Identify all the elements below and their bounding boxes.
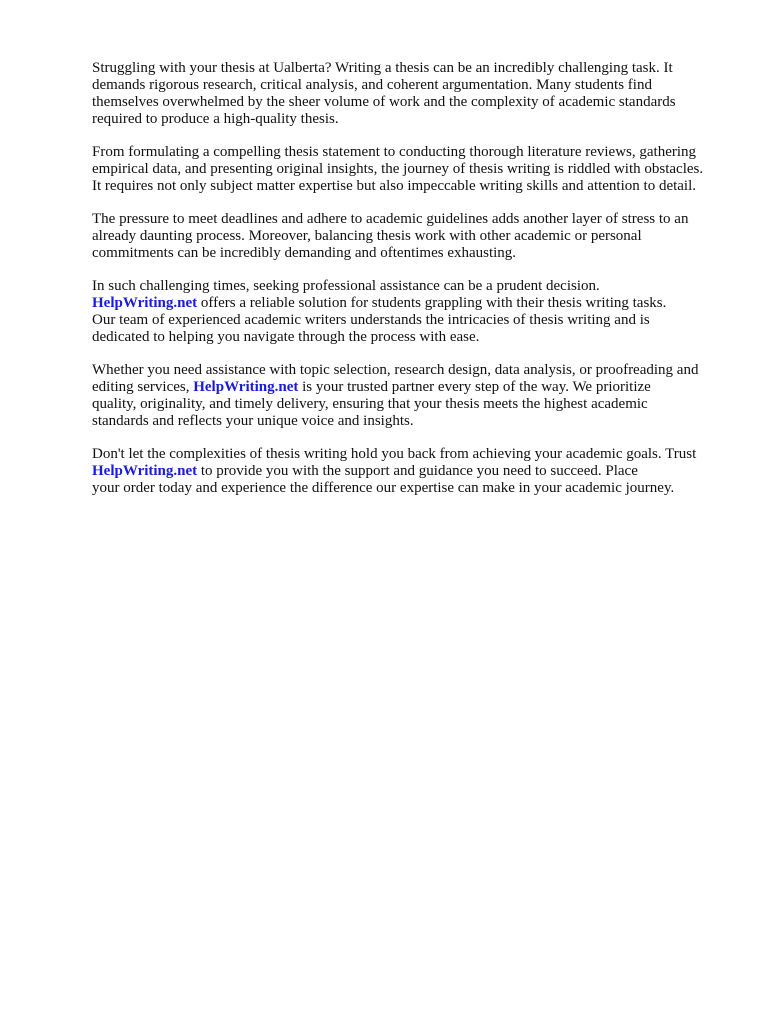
paragraph-journey: From formulating a compelling thesis statement to conducting thorough literature reviews, gathering empirical data, and presenting original insights, the journey of thesis writing is riddled with obstacles. It requires not only subject matter expertise but also impeccable writing skills and attention to detail. — [92, 144, 704, 194]
paragraph-closing-text-after: to provide you with the support and guidance you need to succeed. Place your order today and experience the difference our expertise can make in your academic journey. — [92, 463, 675, 496]
paragraph-intro: Struggling with your thesis at Ualberta? Writing a thesis can be an incredibly challenging task. It demands rigorous research, critical analysis, and coherent argumentation. Many students find themselves overwhelmed by the sheer volume of work and the complexity of academic standards required to produce a high-quality thesis. — [92, 60, 676, 127]
helpwriting-link-3[interactable]: HelpWriting.net — [92, 463, 198, 479]
paragraph-assistance-text-before: In such challenging times, seeking professional assistance can be a prudent decision. — [92, 278, 600, 294]
paragraph-closing-text-before: Don't let the complexities of thesis writing hold you back from achieving your academic goals. Trust — [92, 446, 697, 462]
paragraph-services-text-after: is your trusted partner every step of the way. We prioritize quality, originality, and timely delivery, ensuring that your thesis meets the highest academic standards and reflects your unique voice and insights. — [92, 379, 651, 429]
paragraph-assistance — [92, 278, 732, 346]
paragraph-services — [92, 362, 732, 430]
paragraph-assistance-text-after: offers a reliable solution for students grappling with their thesis writing tasks. Our team of experienced academic writers understands the intricacies of thesis writing and is dedicated to helping you navigate through the process with ease. — [92, 295, 667, 345]
paragraph-pressure: The pressure to meet deadlines and adhere to academic guidelines adds another layer of stress to an already daunting process. Moreover, balancing thesis work with other academic or personal commitments can be incredibly demanding and oftentimes exhausting. — [92, 211, 689, 261]
paragraph-services-text-before: Whether you need assistance with topic selection, research design, data analysis, or proofreading and editing services, — [92, 362, 699, 395]
helpwriting-link-2[interactable]: HelpWriting.net — [193, 379, 299, 395]
document-body — [92, 60, 732, 513]
paragraph-closing — [92, 446, 732, 497]
helpwriting-link-1[interactable]: HelpWriting.net — [92, 295, 198, 311]
